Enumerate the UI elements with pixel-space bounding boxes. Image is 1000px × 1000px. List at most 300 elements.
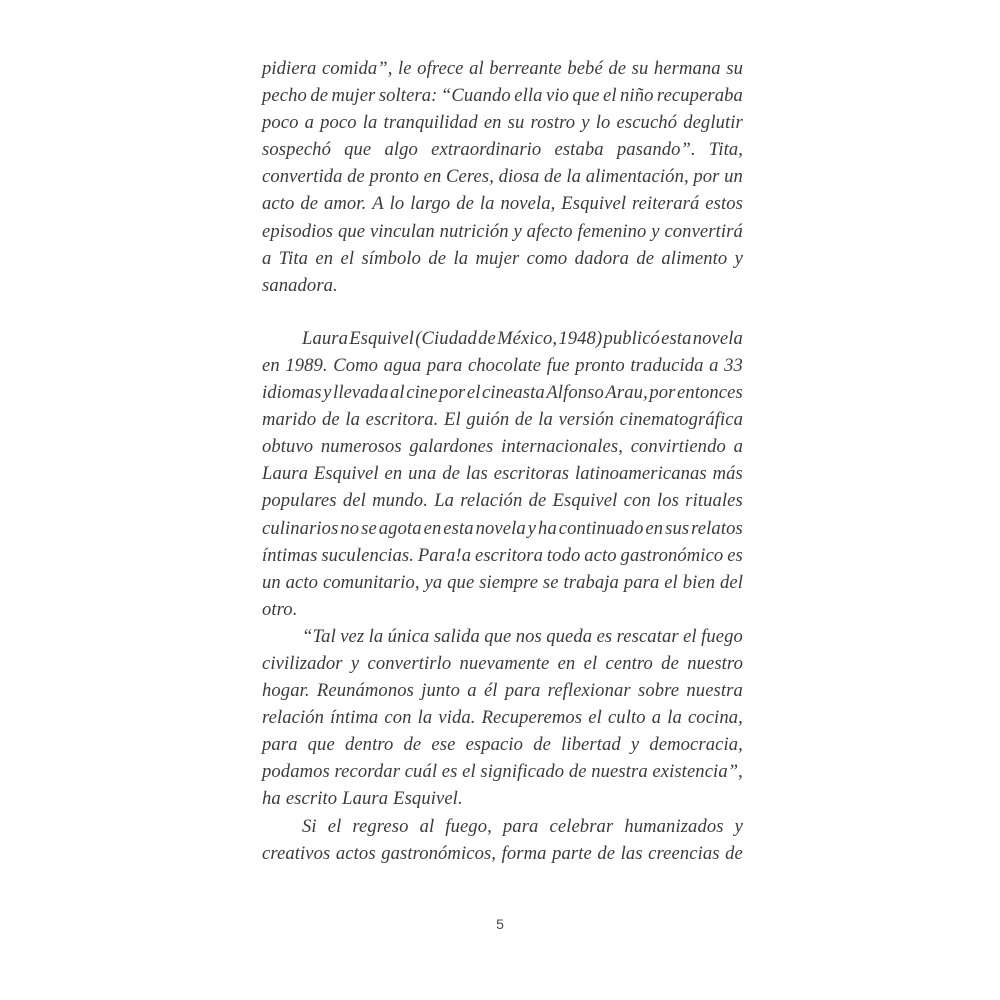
word: Ceres,: [446, 166, 494, 188]
word: nuevamente: [459, 652, 550, 674]
text-line: [262, 82, 743, 109]
word: de: [608, 58, 627, 79]
word: en: [423, 517, 442, 539]
word: al: [419, 815, 435, 837]
word: para: [623, 571, 660, 593]
word: El: [444, 409, 461, 431]
word: de: [403, 734, 422, 756]
word: pecho: [262, 85, 307, 107]
word: para: [426, 354, 463, 376]
word: íntima: [330, 707, 379, 729]
word: Tita,: [708, 139, 743, 161]
word: extraordinario: [431, 139, 542, 161]
word: mujer: [331, 85, 376, 107]
word: ofrece: [417, 58, 464, 79]
word: episodios: [262, 220, 334, 242]
word: parte: [552, 842, 592, 864]
word: y: [350, 652, 360, 674]
word: culinarios: [262, 517, 339, 539]
word: novela: [475, 517, 526, 539]
word: agota: [378, 517, 422, 539]
word: guión: [466, 409, 510, 431]
word: del: [719, 571, 743, 593]
word: al: [469, 58, 484, 79]
word: queda: [546, 625, 593, 647]
word: culto: [607, 707, 646, 729]
word: de: [321, 409, 340, 431]
text-line: [262, 569, 743, 596]
word: poco: [320, 112, 357, 134]
word: su: [631, 58, 649, 79]
word: es: [596, 625, 613, 647]
text-line: [262, 596, 743, 623]
word: la: [368, 625, 384, 647]
word: deglutir: [683, 112, 743, 134]
word: fuego,: [445, 815, 492, 837]
word: escrito: [285, 788, 338, 810]
word: al: [390, 382, 405, 404]
word: nos: [515, 625, 542, 647]
word: en: [645, 517, 664, 539]
word: ha: [538, 517, 557, 539]
text-line: [262, 515, 743, 542]
word: nuestra: [591, 761, 648, 783]
word: Arau,: [605, 382, 648, 404]
word: el: [466, 382, 481, 404]
word: la: [362, 112, 378, 134]
word: escritoras: [493, 463, 570, 485]
word: trabaja: [563, 571, 619, 593]
word: ya: [424, 571, 443, 593]
word: sospechó: [262, 139, 331, 161]
word: de: [597, 842, 616, 864]
word: bebé: [567, 58, 603, 79]
word: de: [478, 327, 496, 349]
word: acto: [262, 193, 295, 215]
word: escritora.: [365, 409, 439, 431]
word: Esquivel: [313, 463, 379, 485]
word: populares: [262, 490, 337, 512]
word: Esquivel.: [393, 788, 463, 810]
word: la: [538, 409, 553, 431]
text-line: [262, 840, 743, 867]
text-line: [262, 406, 743, 433]
word: no: [340, 517, 360, 539]
paragraph: [262, 55, 743, 299]
word: continuado: [558, 517, 644, 539]
word: México,: [497, 327, 558, 349]
text-line: [262, 352, 743, 379]
word: salida: [433, 625, 480, 647]
word: marido: [262, 409, 317, 431]
text-line: [262, 731, 743, 758]
word: otro.: [262, 598, 298, 620]
word: suculencias.: [321, 544, 414, 566]
word: vida.: [438, 707, 476, 729]
word: más: [712, 463, 743, 485]
word: fuego: [701, 625, 743, 647]
paragraph: [262, 813, 743, 867]
word: escritora: [474, 544, 544, 566]
word: (Ciudad: [415, 327, 477, 349]
word: un: [262, 571, 281, 593]
word: mujer: [475, 247, 520, 269]
word: acto: [285, 571, 319, 593]
word: de: [568, 761, 587, 783]
word: reflexionar: [547, 680, 631, 702]
word: novela: [692, 327, 743, 349]
word: esta: [661, 327, 692, 349]
word: en: [423, 166, 442, 188]
word: sanadora.: [262, 274, 338, 296]
word: se: [542, 571, 559, 593]
word: lo: [595, 112, 611, 134]
word: hogar.: [262, 680, 310, 702]
word: femenino: [577, 220, 647, 242]
word: de: [528, 490, 547, 512]
paragraph: [262, 325, 743, 623]
word: reiterará: [632, 193, 700, 215]
word: para: [502, 815, 539, 837]
word: de: [456, 193, 474, 215]
word: como: [526, 247, 568, 269]
word: el: [683, 625, 697, 647]
word: fue: [546, 354, 570, 376]
word: La: [434, 490, 455, 512]
word: para: [504, 680, 541, 702]
word: significado: [480, 761, 565, 783]
word: lo: [389, 193, 405, 215]
word: soltera:: [378, 85, 438, 107]
word: comida”,: [321, 58, 393, 79]
word: siempre: [479, 571, 539, 593]
word: obtuvo: [262, 436, 314, 458]
word: Esquivel: [552, 490, 618, 512]
word: pidiera: [262, 58, 317, 79]
word: a: [467, 680, 477, 702]
word: convertirá: [664, 220, 743, 242]
word: la: [479, 193, 495, 215]
word: estaba: [554, 139, 604, 161]
word: algo: [384, 139, 418, 161]
word: por: [649, 382, 676, 404]
word: ha: [262, 788, 281, 810]
word: gastronómico: [620, 544, 724, 566]
word: Si: [302, 815, 317, 837]
word: rituales: [685, 490, 743, 512]
word: sus: [665, 517, 690, 539]
word: que: [447, 571, 475, 593]
word: de: [636, 247, 655, 269]
word: relación: [460, 490, 523, 512]
word: nutrición: [439, 220, 509, 242]
text-line: [262, 542, 743, 569]
word: su: [507, 112, 525, 134]
word: se: [361, 517, 377, 539]
word: niño: [620, 85, 654, 107]
word: rostro: [530, 112, 576, 134]
word: es: [727, 544, 743, 566]
word: hermana: [653, 58, 721, 79]
word: poco: [262, 112, 299, 134]
word: y: [734, 247, 743, 269]
text-line: [262, 460, 743, 487]
word: que: [484, 625, 512, 647]
word: democracia,: [649, 734, 743, 756]
word: íntimas: [262, 544, 318, 566]
word: alimento: [661, 247, 728, 269]
word: entonces: [677, 382, 743, 404]
word: el: [327, 815, 342, 837]
word: de: [347, 166, 365, 188]
word: 1948): [558, 327, 603, 349]
word: el: [340, 247, 355, 269]
word: de: [544, 166, 562, 188]
word: bien: [682, 571, 716, 593]
word: de: [661, 652, 679, 674]
text-line: [262, 325, 743, 352]
word: actos: [335, 842, 376, 864]
word: del: [342, 490, 366, 512]
word: amor.: [323, 193, 367, 215]
text-line: [262, 623, 743, 650]
word: Recuperemos: [481, 707, 583, 729]
word: vez: [340, 625, 365, 647]
word: 33: [724, 354, 743, 376]
word: Tita: [278, 247, 309, 269]
word: dentro: [344, 734, 394, 756]
word: espacio: [465, 734, 524, 756]
word: relatos: [691, 517, 743, 539]
word: internacionales,: [501, 436, 623, 458]
word: nuestro: [687, 652, 743, 674]
word: un: [724, 166, 743, 188]
word: agua: [383, 354, 422, 376]
word: para: [262, 734, 298, 756]
word: Laura: [342, 788, 389, 810]
word: que: [337, 220, 366, 242]
word: cinematográfica: [619, 409, 743, 431]
word: de: [310, 85, 329, 107]
text-line: [262, 379, 743, 406]
word: ese: [431, 734, 456, 756]
word: su: [726, 58, 743, 79]
word: largo: [410, 193, 451, 215]
word: de: [428, 247, 447, 269]
word: escuchó: [616, 112, 678, 134]
word: Laura: [302, 327, 348, 349]
word: civilizador: [262, 652, 343, 674]
word: idiomas: [262, 382, 322, 404]
word: el: [602, 85, 617, 107]
word: y: [527, 517, 537, 539]
text-line: [262, 163, 743, 190]
word: latinoamericanas: [575, 463, 707, 485]
word: con: [623, 490, 651, 512]
word: con: [384, 707, 412, 729]
word: el: [583, 652, 598, 674]
word: y: [513, 220, 522, 242]
text-line: [262, 272, 743, 299]
word: berreante: [489, 58, 562, 79]
word: que: [307, 734, 335, 756]
word: él: [483, 680, 498, 702]
word: 1989.: [285, 354, 328, 376]
word: Alfonso: [546, 382, 604, 404]
word: y: [651, 220, 660, 242]
text-line: [262, 813, 743, 840]
word: recuperaba: [656, 85, 743, 107]
word: vinculan: [369, 220, 435, 242]
word: las: [620, 842, 643, 864]
word: centro: [605, 652, 653, 674]
word: le: [398, 58, 412, 79]
word: esta: [443, 517, 474, 539]
word: Como: [333, 354, 379, 376]
text-line: [262, 704, 743, 731]
word: de: [442, 463, 460, 485]
text-line: [262, 677, 743, 704]
word: y: [323, 382, 332, 404]
word: creativos: [262, 842, 331, 864]
word: regreso: [352, 815, 409, 837]
text-line: [262, 758, 743, 785]
text-line: [262, 218, 743, 245]
word: rescatar: [616, 625, 679, 647]
word: a: [709, 354, 719, 376]
text-line: [262, 190, 743, 217]
word: ella: [514, 85, 543, 107]
word: gastronómicos,: [381, 842, 497, 864]
word: por: [439, 382, 466, 404]
text-line: [262, 487, 743, 514]
word: a: [304, 112, 315, 134]
paragraph: [262, 623, 743, 813]
word: y: [734, 815, 743, 837]
word: en: [557, 652, 576, 674]
word: traducida: [630, 354, 704, 376]
word: todo: [546, 544, 581, 566]
word: humanizados: [624, 815, 724, 837]
word: cocina,: [687, 707, 743, 729]
word: el: [588, 707, 602, 729]
word: en: [262, 354, 280, 376]
word: “Cuando: [440, 85, 511, 107]
word: pronto: [575, 354, 625, 376]
word: diosa: [498, 166, 540, 188]
word: en: [384, 463, 403, 485]
word: existencia”,: [652, 761, 743, 783]
word: novela,: [500, 193, 556, 215]
word: creencias: [648, 842, 720, 864]
word: libertad: [561, 734, 621, 756]
word: “Tal: [302, 625, 336, 647]
word: única: [387, 625, 430, 647]
word: es: [441, 761, 458, 783]
word: mundo.: [372, 490, 428, 512]
word: forma: [501, 842, 547, 864]
word: celebrar: [549, 815, 614, 837]
word: recordar: [334, 761, 401, 783]
text-line: [262, 785, 743, 812]
word: cineasta: [482, 382, 545, 404]
text-line: [262, 650, 743, 677]
word: el: [664, 571, 678, 593]
text-line: [262, 55, 743, 82]
word: convertida: [262, 166, 343, 188]
word: pasando”.: [616, 139, 696, 161]
word: de: [533, 734, 551, 756]
page-number: 5: [496, 916, 504, 932]
word: la: [453, 247, 469, 269]
word: de: [300, 193, 319, 215]
text-line: [262, 109, 743, 136]
word: numerosos: [320, 436, 402, 458]
word: convirtiendo: [630, 436, 726, 458]
word: la: [345, 409, 360, 431]
word: por: [693, 166, 720, 188]
word: la: [566, 166, 582, 188]
word: galardones: [409, 436, 494, 458]
word: junto: [421, 680, 460, 702]
word: A: [372, 193, 384, 215]
word: acto: [584, 544, 617, 566]
word: Laura: [262, 463, 308, 485]
word: a: [262, 247, 272, 269]
word: cine: [406, 382, 438, 404]
word: a: [651, 707, 662, 729]
word: y: [630, 734, 640, 756]
word: la: [667, 707, 682, 729]
word: alimentación,: [585, 166, 689, 188]
word: nuestra: [686, 680, 743, 702]
text-line: [262, 136, 743, 163]
word: Esquivel: [349, 327, 415, 349]
word: una: [408, 463, 437, 485]
word: el: [462, 761, 476, 783]
word: versión: [558, 409, 614, 431]
word: comunitario,: [322, 571, 420, 593]
word: convertirlo: [367, 652, 452, 674]
word: en: [483, 112, 502, 134]
word: a: [733, 436, 743, 458]
word: los: [657, 490, 680, 512]
word: publicó: [603, 327, 660, 349]
text-line: [262, 245, 743, 272]
word: símbolo: [361, 247, 422, 269]
word: de: [725, 842, 743, 864]
word: Para!a: [417, 544, 472, 566]
word: vio: [545, 85, 569, 107]
word: Reunámonos: [316, 680, 414, 702]
word: relación: [262, 707, 325, 729]
word: cuál: [404, 761, 438, 783]
word: sobre: [637, 680, 680, 702]
word: tranquilidad: [383, 112, 478, 134]
text-line: [262, 433, 743, 460]
word: afecto: [526, 220, 573, 242]
word: que: [572, 85, 600, 107]
body-text-column: [262, 55, 743, 867]
word: que: [344, 139, 372, 161]
word: llevada: [333, 382, 389, 404]
word: pronto: [369, 166, 420, 188]
word: la: [417, 707, 433, 729]
word: chocolate: [467, 354, 542, 376]
word: estos: [705, 193, 743, 215]
word: de: [514, 409, 533, 431]
word: dadora: [574, 247, 629, 269]
